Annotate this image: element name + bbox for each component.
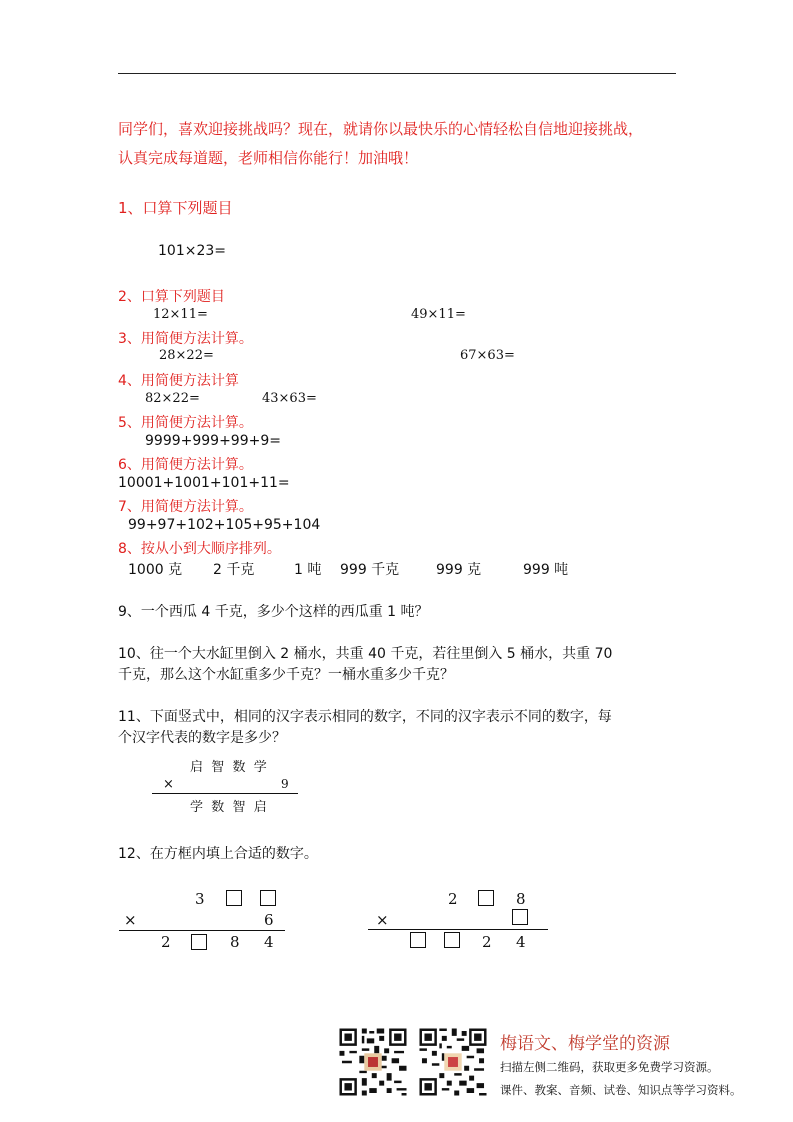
q9-text: 9、一个西瓜 4 千克，多少个这样的西瓜重 1 吨？ bbox=[118, 604, 429, 620]
q7-expr: 99+97+102+105+95+104 bbox=[128, 517, 321, 533]
q11-times: × bbox=[163, 777, 174, 792]
q12-right-top-digit: 2 bbox=[448, 890, 458, 908]
footer-line-2: 课件、教案、音频、试卷、知识点等学习资料。 bbox=[500, 1083, 742, 1097]
q12-right-blank-box[interactable] bbox=[444, 932, 460, 948]
q10-line-1: 10、往一个大水缸里倒入 2 桶水，共重 40 千克，若往里倒入 5 桶水，共重 70 bbox=[118, 646, 613, 662]
q3-expr-a: 28×22= bbox=[159, 348, 214, 363]
q12-right-result-digit: 4 bbox=[516, 933, 526, 951]
q11-result-row: 学 数 智 启 bbox=[190, 800, 267, 815]
q4-expr-b: 43×63= bbox=[262, 391, 317, 406]
q12-right-result-digit: 2 bbox=[482, 933, 492, 951]
q12-right-times: × bbox=[376, 911, 389, 929]
q12-right-blank-box[interactable] bbox=[512, 909, 528, 925]
q3-expr-b: 67×63= bbox=[460, 348, 515, 363]
q2-expr-a: 12×11= bbox=[153, 307, 208, 322]
q4-heading: 4、用简便方法计算 bbox=[118, 373, 239, 389]
q3-heading: 3、用简便方法计算。 bbox=[118, 331, 253, 347]
q12-right-blank-box[interactable] bbox=[478, 890, 494, 906]
q8-heading: 8、按从小到大顺序排列。 bbox=[118, 541, 281, 557]
footer-line-1: 扫描左侧二维码，获取更多免费学习资源。 bbox=[500, 1060, 719, 1074]
footer-title: 梅语文、梅学堂的资源 bbox=[500, 1034, 670, 1054]
q8-item: 999 千克 bbox=[340, 562, 400, 578]
q1-expr: 101×23= bbox=[158, 243, 226, 259]
q12-left-result-digit: 2 bbox=[161, 933, 171, 951]
q12-heading: 12、在方框内填上合适的数字。 bbox=[118, 846, 318, 862]
q6-expr: 10001+1001+101+11= bbox=[118, 475, 290, 491]
q8-item: 1 吨 bbox=[294, 562, 322, 578]
qr-code-icon bbox=[337, 1026, 409, 1098]
q8-item: 2 千克 bbox=[213, 562, 255, 578]
q6-heading: 6、用简便方法计算。 bbox=[118, 457, 253, 473]
q11-line-2: 个汉字代表的数字是多少？ bbox=[118, 730, 286, 746]
q8-item: 1000 克 bbox=[128, 562, 183, 578]
q7-heading: 7、用简便方法计算。 bbox=[118, 499, 253, 515]
qr-code-icon bbox=[417, 1026, 489, 1098]
intro-line-1: 同学们，喜欢迎接挑战吗？现在，就请你以最快乐的心情轻松自信地迎接挑战， bbox=[118, 120, 644, 138]
q10-line-2: 千克，那么这个水缸重多少千克？一桶水重多少千克？ bbox=[118, 667, 454, 683]
header-rule bbox=[118, 73, 676, 74]
q12-left-blank-box[interactable] bbox=[226, 890, 242, 906]
q8-item: 999 吨 bbox=[523, 562, 569, 578]
q12-right-rule bbox=[368, 929, 548, 930]
q12-left-times: × bbox=[124, 911, 137, 929]
q11-top-row: 启 智 数 学 bbox=[190, 760, 267, 775]
q11-multiplier: 9 bbox=[281, 777, 289, 791]
q12-left-result-digit: 4 bbox=[264, 933, 274, 951]
q12-left-top-digit: 3 bbox=[195, 890, 205, 908]
q12-left-multiplier: 6 bbox=[264, 911, 274, 929]
q11-rule bbox=[152, 793, 298, 794]
q5-heading: 5、用简便方法计算。 bbox=[118, 415, 253, 431]
intro-line-2: 认真完成每道题，老师相信你能行！加油哦！ bbox=[118, 149, 419, 167]
q4-expr-a: 82×22= bbox=[145, 391, 200, 406]
q5-expr: 9999+999+99+9= bbox=[145, 433, 281, 449]
q11-line-1: 11、下面竖式中，相同的汉字表示相同的数字，不同的汉字表示不同的数字，每 bbox=[118, 709, 612, 725]
q12-right-top-digit: 8 bbox=[516, 890, 526, 908]
q2-heading: 2、口算下列题目 bbox=[118, 289, 225, 305]
q1-heading: 1、口算下列题目 bbox=[118, 199, 233, 217]
q2-expr-b: 49×11= bbox=[411, 307, 466, 322]
q12-left-blank-box[interactable] bbox=[191, 934, 207, 950]
q12-left-rule bbox=[119, 930, 285, 931]
q12-right-blank-box[interactable] bbox=[410, 932, 426, 948]
q12-left-blank-box[interactable] bbox=[260, 890, 276, 906]
q12-left-result-digit: 8 bbox=[230, 933, 240, 951]
q8-item: 999 克 bbox=[436, 562, 482, 578]
